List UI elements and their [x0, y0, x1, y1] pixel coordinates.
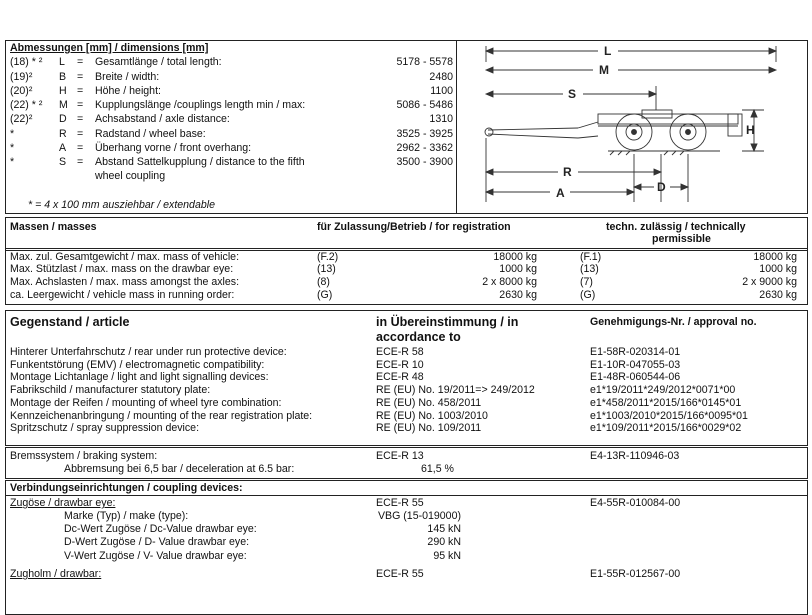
dim-symbol: A [59, 142, 67, 154]
dim-symbol: R [59, 128, 67, 140]
mass-reg-ref: (8) [317, 276, 330, 288]
article-accordance: RE (EU) No. 19/2011=> 249/2012 [376, 384, 535, 396]
article-label: Kennzeichenanbringung / mounting of the rear registration plate: [10, 410, 313, 422]
articles-header: Gegenstand / article [10, 315, 130, 329]
article-accordance: RE (EU) No. 109/2011 [376, 422, 482, 434]
mass-reg-value: 2 x 8000 kg [482, 276, 537, 288]
dim-equals: = [77, 113, 84, 125]
dim-symbol: H [59, 85, 67, 97]
mass-reg-ref: (13) [317, 263, 336, 275]
articles-col-accordance-2: accordance to [376, 330, 461, 344]
dim-label: Achsabstand / axle distance: [95, 113, 230, 125]
drawbar-accordance: ECE-R 55 [376, 568, 424, 580]
article-approval: E1-48R-060544-06 [590, 371, 681, 383]
dimensions-header: Abmessungen [mm] / dimensions [mm] [10, 42, 209, 54]
article-accordance: ECE-R 48 [376, 371, 424, 383]
mass-reg-ref: (F.2) [317, 251, 339, 263]
mass-reg-value: 2630 kg [499, 289, 537, 301]
dim-label: Radstand / wheel base: [95, 128, 206, 140]
trailer-dimension-diagram [458, 42, 806, 212]
mass-tech-ref: (G) [580, 289, 596, 301]
dim-symbol: B [59, 71, 67, 83]
masses-col-technical-2: permissible [652, 233, 711, 245]
mass-label: ca. Leergewicht / vehicle mass in running order: [10, 289, 235, 301]
braking-approval: E4-13R-110946-03 [590, 450, 680, 462]
article-label: Montage Lichtanlage / light and light signalling devices: [10, 371, 269, 383]
article-accordance: RE (EU) No. 458/2011 [376, 397, 482, 409]
dim-value: 2962 - 3362 [396, 142, 453, 154]
coupling-detail-value: 290 kN [427, 536, 461, 548]
dim-label: Abstand Sattelkupplung / distance to the fifth [95, 156, 305, 168]
coupling-detail-label: Marke (Typ) / make (type): [64, 510, 189, 522]
article-accordance: RE (EU) No. 1003/2010 [376, 410, 488, 422]
drawbar-eye-approval: E4-55R-010084-00 [590, 497, 681, 509]
drawbar-label: Zugholm / drawbar: [10, 568, 102, 580]
dim-value: 1310 [429, 113, 453, 125]
dim-value: 2480 [429, 71, 453, 83]
mass-label: Max. Achslasten / max. mass amongst the axles: [10, 276, 240, 288]
dim-ref: * [10, 142, 15, 154]
dim-equals: = [77, 99, 84, 111]
dim-symbol: D [59, 113, 67, 125]
coupling-header-rule [5, 495, 808, 496]
dim-ref: (19)² [10, 71, 33, 83]
article-approval: e1*1003/2010*2015/166*0095*01 [590, 410, 748, 422]
diagram-label-H: H [746, 123, 755, 137]
coupling-detail-value: VBG (15-019000) [377, 510, 461, 522]
masses-col-technical-1: techn. zulässig / technically [606, 221, 746, 233]
diagram-label-R: R [563, 165, 572, 179]
dim-label: Höhe / height: [95, 85, 161, 97]
mass-tech-value: 1000 kg [759, 263, 797, 275]
dim-value: 3525 - 3925 [396, 128, 453, 140]
dim-ref: (20)² [10, 85, 33, 97]
dim-label: Überhang vorne / front overhang: [95, 142, 252, 154]
article-approval: e1*109/2011*2015/166*0029*02 [590, 422, 742, 434]
dim-symbol: M [59, 99, 68, 111]
dim-value: 3500 - 3900 [396, 156, 453, 168]
dim-symbol: L [59, 56, 65, 68]
article-label: Spritzschutz / spray suppression device: [10, 422, 200, 434]
dim-value: 1100 [430, 85, 453, 97]
article-approval: e1*458/2011*2015/166*0145*01 [590, 397, 742, 409]
article-accordance: ECE-R 58 [376, 346, 424, 358]
braking-accordance: ECE-R 13 [376, 450, 424, 462]
dim-ref: (22) * ² [10, 99, 43, 111]
diagram-label-M: M [599, 63, 609, 77]
dimensions-footnote: * = 4 x 100 mm ausziehbar / extendable [28, 199, 215, 211]
mass-label: Max. zul. Gesamtgewicht / max. mass of vehicle: [10, 251, 240, 263]
dim-equals: = [77, 142, 84, 154]
masses-header-rule [5, 248, 808, 249]
mass-reg-ref: (G) [317, 289, 333, 301]
mass-label: Max. Stützlast / max. mass on the drawbar eye: [10, 263, 234, 275]
article-label: Hinterer Unterfahrschutz / rear under run protective device: [10, 346, 287, 358]
article-accordance: ECE-R 10 [376, 359, 424, 371]
deceleration-label: Abbremsung bei 6,5 bar / deceleration at 6.5 bar: [64, 463, 295, 475]
dim-equals: = [77, 56, 84, 68]
coupling-detail-value: 145 kN [427, 523, 461, 535]
mass-reg-value: 18000 kg [493, 251, 537, 263]
mass-tech-ref: (7) [580, 276, 593, 288]
diagram-label-D: D [657, 180, 666, 194]
drawbar-approval: E1-55R-012567-00 [590, 568, 681, 580]
masses-col-registration: für Zulassung/Betrieb / for registration [317, 221, 511, 233]
article-label: Fabrikschild / manufacturer statutory plate: [10, 384, 211, 396]
dim-label: Kupplungslänge /couplings length min / max: [95, 99, 306, 111]
coupling-detail-label: D-Wert Zugöse / D- Value drawbar eye: [64, 536, 250, 548]
diagram-label-L: L [604, 44, 612, 58]
coupling-header: Verbindungseinrichtungen / coupling devices: [10, 482, 243, 494]
braking-label: Bremssystem / braking system: [10, 450, 158, 462]
masses-header: Massen / masses [10, 221, 97, 233]
mass-tech-value: 2630 kg [759, 289, 797, 301]
diagram-label-S: S [568, 87, 577, 101]
dim-symbol: S [59, 156, 67, 168]
drawbar-eye-accordance: ECE-R 55 [376, 497, 424, 509]
coupling-detail-label: V-Wert Zugöse / V- Value drawbar eye: [64, 550, 247, 562]
article-approval: e1*19/2011*249/2012*0071*00 [590, 384, 736, 396]
dim-label: Gesamtlänge / total length: [95, 56, 222, 68]
drawbar-eye-label: Zugöse / drawbar eye: [10, 497, 116, 509]
dim-value: 5086 - 5486 [396, 99, 453, 111]
mass-tech-ref: (F.1) [580, 251, 602, 263]
dim-ref: * [10, 156, 15, 168]
coupling-detail-label: Dc-Wert Zugöse / Dc-Value drawbar eye: [64, 523, 257, 535]
dim-ref: (22)² [10, 113, 33, 125]
article-label: Funkentstörung (EMV) / electromagnetic compatibility: [10, 359, 265, 371]
article-approval: E1-58R-020314-01 [590, 346, 681, 358]
articles-col-accordance-1: in Übereinstimmung / in [376, 315, 519, 329]
dim-equals: = [77, 71, 84, 83]
diagram-label-A: A [556, 186, 565, 200]
dim-ref: * [10, 128, 15, 140]
dim-label: Breite / width: [95, 71, 160, 83]
mass-tech-value: 18000 kg [753, 251, 797, 263]
coupling-detail-value: 95 kN [433, 550, 461, 562]
deceleration-value: 61,5 % [421, 463, 454, 475]
dim-equals: = [77, 85, 84, 97]
dim-label-cont: wheel coupling [95, 170, 166, 182]
dim-equals: = [77, 156, 84, 168]
mass-reg-value: 1000 kg [499, 263, 537, 275]
dim-value: 5178 - 5578 [396, 56, 453, 68]
dim-equals: = [77, 128, 84, 140]
dim-ref: (18) * ² [10, 56, 43, 68]
mass-tech-ref: (13) [580, 263, 599, 275]
article-label: Montage der Reifen / mounting of wheel tyre combination: [10, 397, 282, 409]
articles-col-approval: Genehmigungs-Nr. / approval no. [590, 316, 757, 328]
article-approval: E1-10R-047055-03 [590, 359, 681, 371]
mass-tech-value: 2 x 9000 kg [742, 276, 797, 288]
